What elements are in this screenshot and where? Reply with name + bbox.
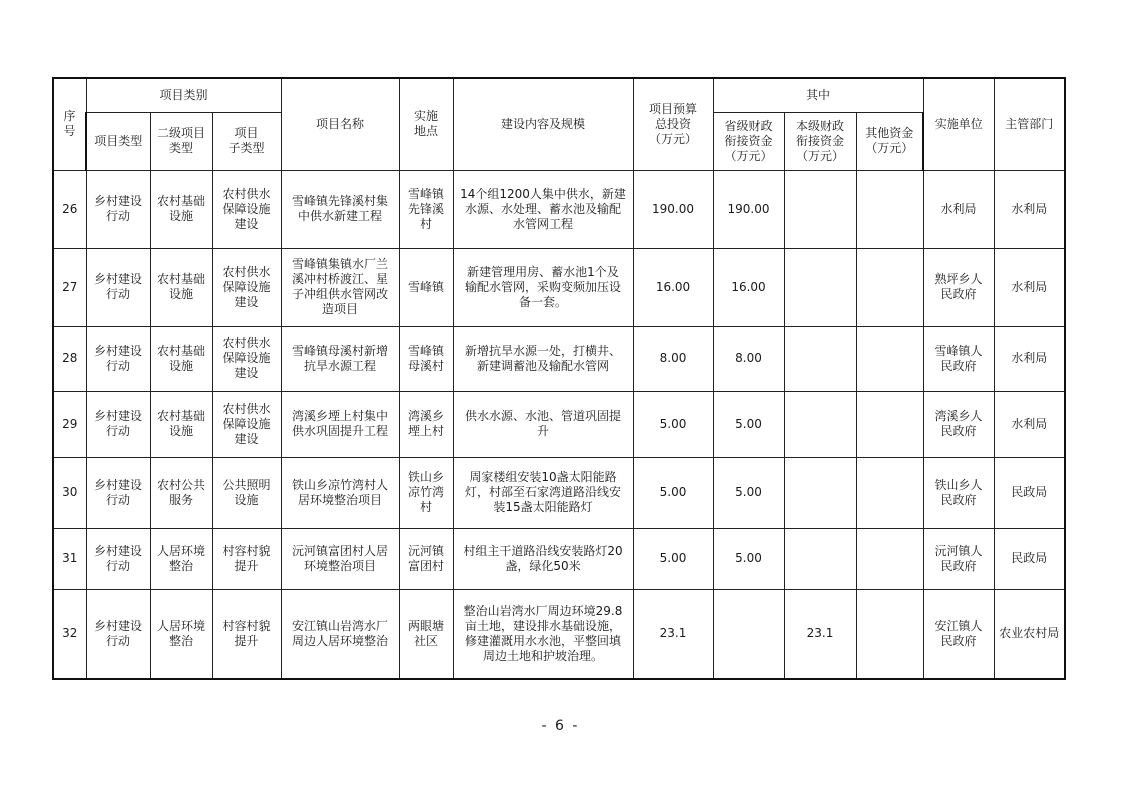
cell-location: 雪峰镇 母溪村 [399,326,453,391]
cell-seq: 26 [53,170,86,248]
header-provincial: 省级财政 衔接资金 （万元） [713,112,784,170]
cell-dept: 水利局 [994,326,1065,391]
cell-name: 沅河镇富团村人居 环境整治项目 [281,528,399,589]
header-seq: 序 号 [53,78,86,170]
cell-budget: 5.00 [633,391,713,457]
cell-type: 乡村建设 行动 [86,457,150,528]
cell-content: 新建管理用房、蓄水池1个及 输配水管网，采购变频加压设 备一套。 [453,248,633,326]
header-secondary-type: 二级项目 类型 [150,112,212,170]
cell-secondary: 农村基础 设施 [150,248,212,326]
cell-budget: 23.1 [633,589,713,679]
table-row [53,457,1065,528]
cell-local: 23.1 [784,589,856,679]
table-row [53,391,1065,457]
cell-local [784,391,856,457]
cell-unit: 水利局 [923,170,994,248]
cell-unit: 沅河镇人 民政府 [923,528,994,589]
cell-provincial: 190.00 [713,170,784,248]
header-budget: 项目预算 总投资 （万元） [633,78,713,170]
table-row [53,589,1065,679]
project-table [52,77,1066,680]
cell-provincial [713,589,784,679]
header-other: 其他资金 （万元） [856,112,923,170]
header-project-type: 项目类型 [86,112,150,170]
header-category-group: 项目类别 [86,78,281,112]
cell-unit: 湾溪乡人 民政府 [923,391,994,457]
cell-seq: 29 [53,391,86,457]
cell-type: 乡村建设 行动 [86,248,150,326]
cell-dept: 民政局 [994,457,1065,528]
header-sub-type: 项目 子类型 [212,112,281,170]
cell-sub: 公共照明 设施 [212,457,281,528]
table-row [53,528,1065,589]
cell-type: 乡村建设 行动 [86,589,150,679]
cell-name: 雪峰镇集镇水厂兰 溪冲村桥渡江、星 子冲组供水管网改 造项目 [281,248,399,326]
cell-content: 14个组1200人集中供水，新建 水源、水处理、蓄水池及输配 水管网工程 [453,170,633,248]
cell-secondary: 农村公共 服务 [150,457,212,528]
cell-local [784,528,856,589]
cell-budget: 5.00 [633,457,713,528]
cell-name: 铁山乡凉竹湾村人 居环境整治项目 [281,457,399,528]
cell-local [784,326,856,391]
cell-other [856,248,923,326]
cell-type: 乡村建设 行动 [86,326,150,391]
cell-other [856,170,923,248]
header-project-name: 项目名称 [281,78,399,170]
table-row [53,170,1065,248]
table-row [53,248,1065,326]
cell-provincial: 5.00 [713,528,784,589]
cell-name: 雪峰镇母溪村新增 抗旱水源工程 [281,326,399,391]
cell-unit: 铁山乡人 民政府 [923,457,994,528]
table-row [53,326,1065,391]
cell-dept: 农业农村局 [994,589,1065,679]
cell-type: 乡村建设 行动 [86,170,150,248]
cell-provincial: 8.00 [713,326,784,391]
header-dept: 主管部门 [994,78,1065,170]
header-content: 建设内容及规模 [453,78,633,170]
cell-type: 乡村建设 行动 [86,528,150,589]
cell-seq: 27 [53,248,86,326]
page-number: - 6 - [541,718,580,734]
table-header [53,78,1065,170]
cell-secondary: 人居环境 整治 [150,528,212,589]
cell-budget: 190.00 [633,170,713,248]
cell-dept: 水利局 [994,248,1065,326]
cell-content: 新增抗旱水源一处，打横井、 新建调蓄池及输配水管网 [453,326,633,391]
cell-local [784,170,856,248]
cell-provincial: 5.00 [713,391,784,457]
cell-dept: 水利局 [994,170,1065,248]
cell-unit: 安江镇人 民政府 [923,589,994,679]
cell-content: 周家楼组安装10盏太阳能路 灯，村部至石家湾道路沿线安 装15盏太阳能路灯 [453,457,633,528]
cell-sub: 村容村貌 提升 [212,528,281,589]
cell-seq: 28 [53,326,86,391]
cell-name: 雪峰镇先锋溪村集 中供水新建工程 [281,170,399,248]
cell-other [856,391,923,457]
cell-content: 村组主干道路沿线安装路灯20 盏，绿化50米 [453,528,633,589]
header-unit: 实施单位 [923,78,994,170]
header-of-which: 其中 [713,78,923,112]
header-local: 本级财政 衔接资金 （万元） [784,112,856,170]
cell-unit: 雪峰镇人 民政府 [923,326,994,391]
cell-seq: 32 [53,589,86,679]
cell-location: 雪峰镇 先锋溪 村 [399,170,453,248]
cell-unit: 熟坪乡人 民政府 [923,248,994,326]
cell-type: 乡村建设 行动 [86,391,150,457]
cell-local [784,457,856,528]
cell-sub: 农村供水 保障设施 建设 [212,391,281,457]
header-location: 实施 地点 [399,78,453,170]
cell-content: 整治山岩湾水厂周边环境29.8 亩土地，建设排水基础设施， 修建灌溉用水水池，平整回填 周边土地和护坡治理。 [453,589,633,679]
cell-other [856,326,923,391]
cell-sub: 农村供水 保障设施 建设 [212,170,281,248]
cell-dept: 民政局 [994,528,1065,589]
cell-other [856,589,923,679]
cell-location: 两眼塘 社区 [399,589,453,679]
cell-location: 铁山乡 凉竹湾 村 [399,457,453,528]
cell-secondary: 农村基础 设施 [150,326,212,391]
cell-seq: 30 [53,457,86,528]
cell-provincial: 5.00 [713,457,784,528]
cell-secondary: 农村基础 设施 [150,391,212,457]
cell-local [784,248,856,326]
cell-sub: 农村供水 保障设施 建设 [212,326,281,391]
table-body [53,170,1065,679]
cell-secondary: 人居环境 整治 [150,589,212,679]
cell-location: 沅河镇 富团村 [399,528,453,589]
cell-seq: 31 [53,528,86,589]
cell-sub: 农村供水 保障设施 建设 [212,248,281,326]
cell-budget: 8.00 [633,326,713,391]
cell-location: 雪峰镇 [399,248,453,326]
cell-dept: 水利局 [994,391,1065,457]
cell-other [856,528,923,589]
cell-other [856,457,923,528]
cell-name: 安江镇山岩湾水厂 周边人居环境整治 [281,589,399,679]
cell-secondary: 农村基础 设施 [150,170,212,248]
cell-location: 湾溪乡 堙上村 [399,391,453,457]
cell-content: 供水水源、水池、管道巩固提 升 [453,391,633,457]
cell-budget: 5.00 [633,528,713,589]
cell-budget: 16.00 [633,248,713,326]
cell-sub: 村容村貌 提升 [212,589,281,679]
cell-name: 湾溪乡堙上村集中 供水巩固提升工程 [281,391,399,457]
cell-provincial: 16.00 [713,248,784,326]
